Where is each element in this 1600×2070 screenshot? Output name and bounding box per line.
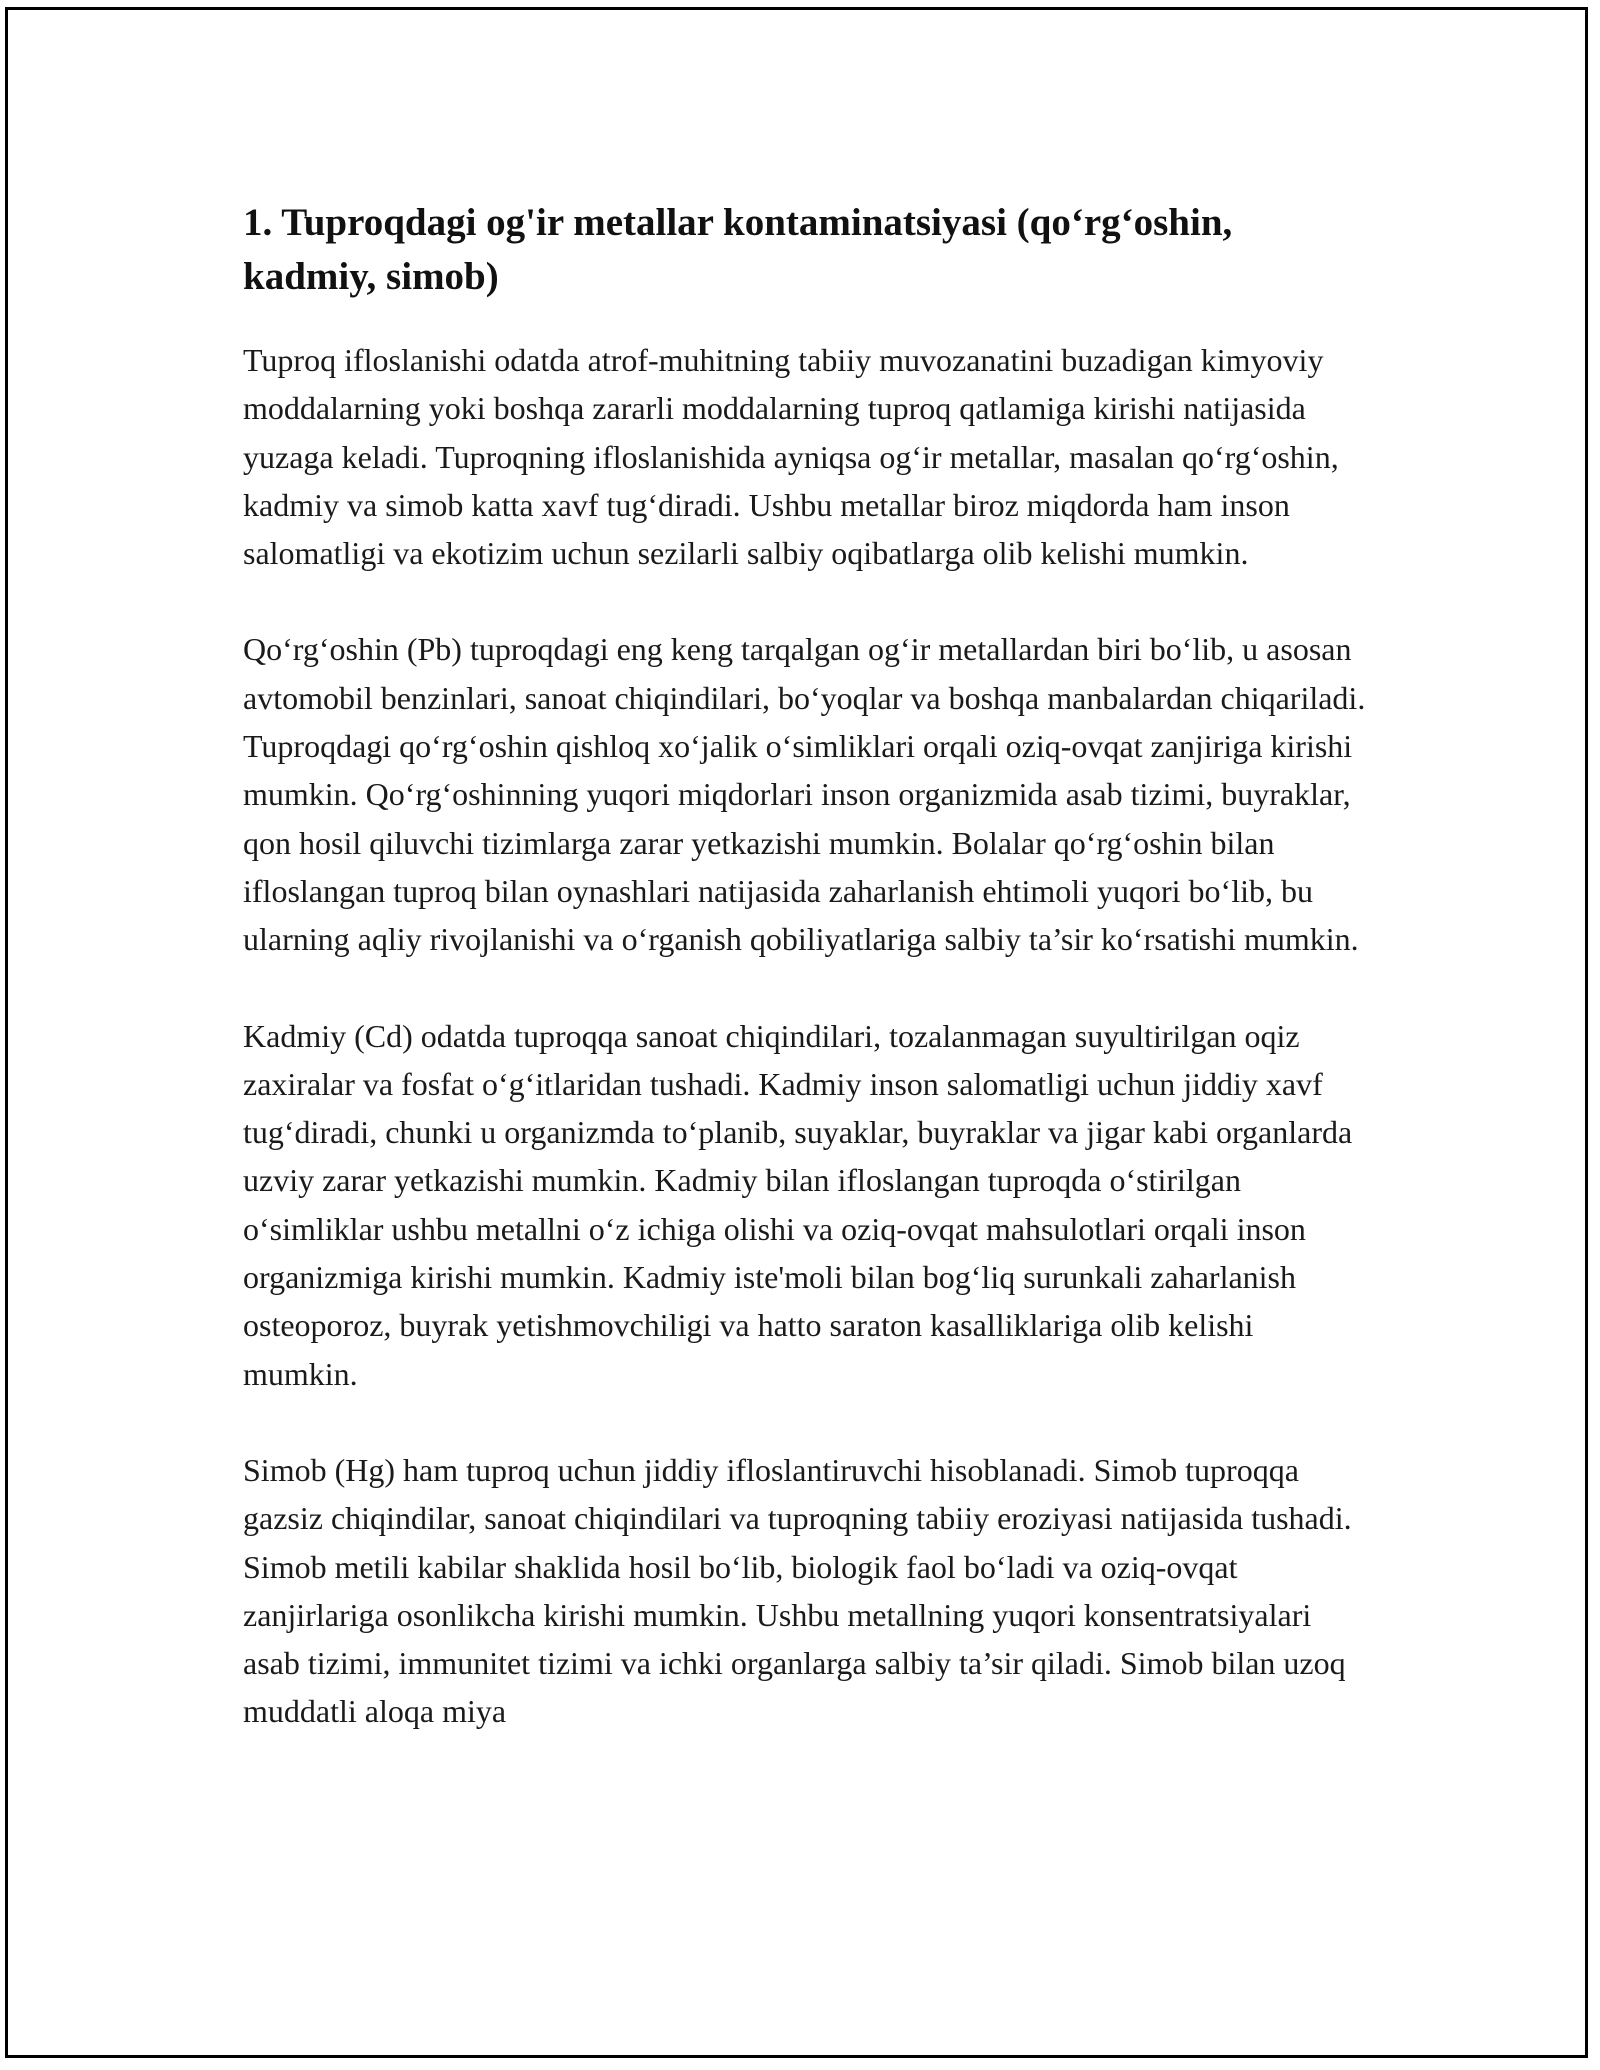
paragraph-intro: Tuproq ifloslanishi odatda atrof-muhitning tabiiy muvozanatini buzadigan kimyoviy moddalarning yoki boshqa zararli moddalarning tuproq qatlamiga kirishi natijasida yuzaga keladi. Tuproqning ifloslanishida ayniqsa og‘ir metallar, masalan qo‘rg‘oshin, kadmiy va simob katta xavf tug‘diradi. Ushbu metallar biroz miqdorda ham inson salomatligi va ekotizim uchun sezilarli salbiy oqibatlarga olib kelishi mumkin. [243, 342, 1339, 572]
paragraph-cadmium: Kadmiy (Cd) odatda tuproqqa sanoat chiqindilari, tozalanmagan suyultirilgan oqiz zaxiralar va fosfat o‘g‘itlaridan tushadi. Kadmiy inson salomatligi uchun jiddiy xavf tug‘diradi, chunki u organizmda to‘planib, suyaklar, buyraklar va jigar kabi organlarda uzviy zarar yetkazishi mumkin. Kadmiy bilan ifloslangan tuproqda o‘stirilgan o‘simliklar ushbu metallni o‘z ichiga olishi va oziq-ovqat mahsulotlari orqali inson organizmiga kirishi mumkin. Kadmiy iste'moli bilan bog‘liq surunkali zaharlanish osteoporoz, buyrak yetishmovchiligi va hatto saraton kasalliklariga olib kelishi mumkin. [243, 1017, 1353, 1392]
document-body [243, 196, 1373, 1784]
paragraph-lead: Qo‘rg‘oshin (Pb) tuproqdagi eng keng tarqalgan og‘ir metallardan biri bo‘lib, u asosan avtomobil benzinlari, sanoat chiqindilari, bo‘yoqlar va boshqa manbalardan chiqariladi. Tuproqdagi qo‘rg‘oshin qishloq xo‘jalik o‘simliklari orqali oziq-ovqat zanjiriga kirishi mumkin. Qo‘rg‘oshinning yuqori miqdorlari inson organizmida asab tizimi, buyraklar, qon hosil qiluvchi tizimlarga zarar yetkazishi mumkin. Bolalar qo‘rg‘oshin bilan ifloslangan tuproq bilan oynashlari natijasida zaharlanish ehtimoli yuqori bo‘lib, bu ularning aqliy rivojlanishi va o‘rganish qobiliyatlariga salbiy ta’sir ko‘rsatishi mumkin. [243, 631, 1366, 958]
paragraph-mercury: Simob (Hg) ham tuproq uchun jiddiy ifloslantiruvchi hisoblanadi. Simob tuproqqa gazsiz chiqindilar, sanoat chiqindilari va tuproqning tabiiy eroziyasi natijasida tushadi. Simob metili kabilar shaklida hosil bo‘lib, biologik faol bo‘ladi va oziq-ovqat zanjirlariga osonlikcha kirishi mumkin. Ushbu metallning yuqori konsentratsiyalari asab tizimi, immunitet tizimi va ichki organlarga salbiy ta’sir qiladi. Simob bilan uzoq muddatli aloqa miya [243, 1451, 1352, 1730]
page-frame [5, 7, 1588, 2058]
section-heading: 1. Tuproqdagi og'ir metallar kontaminatsiyasi (qo‘rg‘oshin, kadmiy, simob) [243, 201, 1233, 298]
